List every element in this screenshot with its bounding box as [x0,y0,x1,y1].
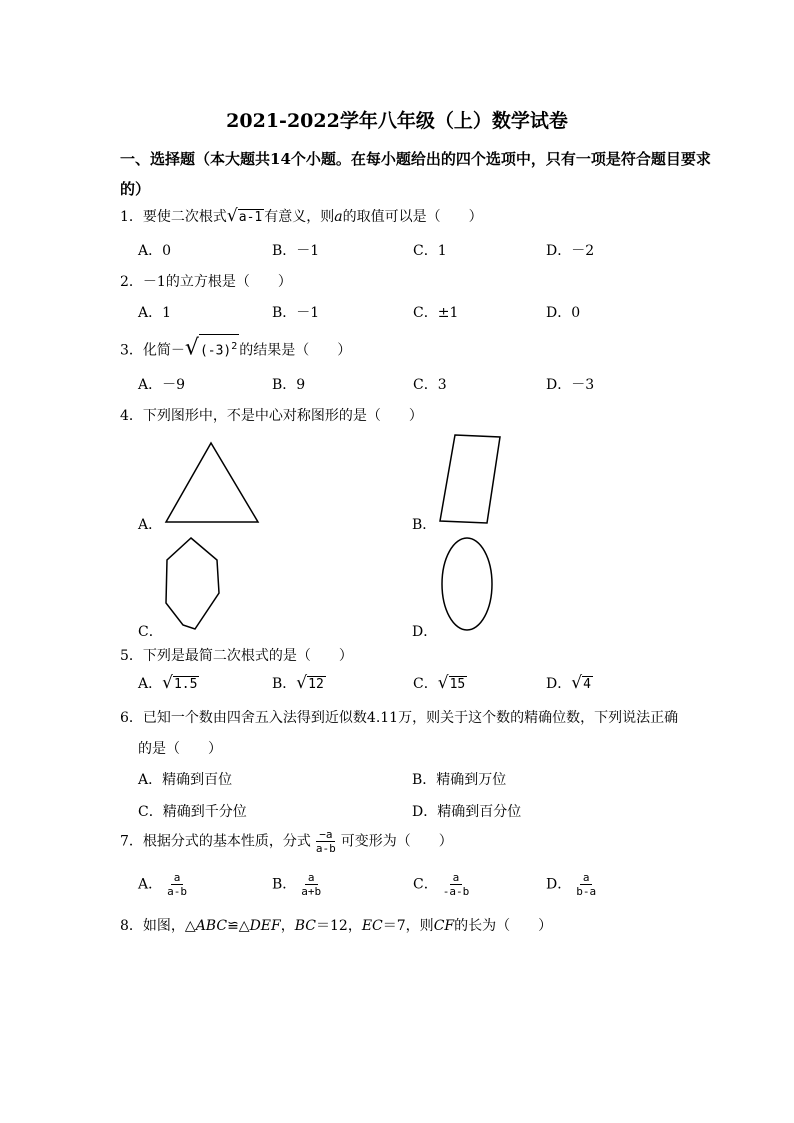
sqrt-expression [571,673,593,693]
question-8 [120,915,552,935]
ellipse-figure [436,533,498,635]
parallelogram-figure [432,430,507,530]
sqrt-expression [227,206,264,226]
q6-option-b: B．精确到万位 [412,772,507,788]
q7-option-a [138,871,192,898]
q3-text-pre: 3．化简－ [120,342,185,359]
sqrt-symbol: √ [226,206,238,226]
sqrt-symbol: √ [184,335,199,361]
q3-option-c: C．3 [413,377,447,393]
sqrt-expression [185,334,239,360]
q7-text-pre: 7．根据分式的基本性质，分式 [120,833,311,850]
q5-option-d [546,673,593,693]
radicand: a-1 [238,210,263,225]
sqrt-expression [162,673,199,693]
segment-bc: BC [294,918,316,934]
q5-option-b [272,673,326,693]
triangle-def: DEF [249,918,281,934]
segment-ec: EC [361,918,383,934]
hexagon-figure [160,533,228,635]
option-label: C． [413,876,438,893]
sqrt-symbol: √ [162,673,173,693]
denominator: -a-b [442,885,470,898]
denominator: b-a [576,885,597,898]
sqrt-expression [296,673,326,693]
ec-value: ＝7，则 [382,918,434,934]
denominator: a+b [301,885,322,898]
question-7 [120,828,453,855]
question-4: 4．下列图形中，不是中心对称图形的是（ ） [120,408,423,424]
fraction [573,871,599,898]
numerator: a [305,871,318,885]
q8-text-pre: 8．如图，△ [120,918,196,934]
radicand: 12 [308,677,324,692]
sqrt-symbol: √ [571,673,583,693]
option-label: A． [138,676,163,692]
question-3 [120,334,351,360]
q3-option-a: A．－9 [138,377,186,393]
q2-option-a: A．1 [138,305,172,321]
page-title: 2021-2022学年八年级（上）数学试卷 [226,110,568,132]
option-label: D． [546,876,572,893]
numerator: a [450,871,463,885]
option-label: D． [546,676,572,692]
radicand: 1.5 [173,677,198,692]
numerator: a [171,871,184,885]
q3-option-b: B．9 [272,377,306,393]
q4-label-a: A． [138,517,163,533]
triangle-figure [160,435,265,530]
question-6: 6．已知一个数由四舍五入法得到近似数4.11万，则关于这个数的精确位数，下列说法正确 [120,710,679,726]
q5-option-a [138,673,199,693]
section-heading: 一、选择题（本大题共14个小题。在每小题给出的四个选项中，只有一项是符合题目要求 [120,150,711,168]
q7-text-post: 可变形为（ ） [340,833,453,850]
comma: ， [280,918,295,934]
question-2: 2．－1的立方根是（ ） [120,274,292,290]
q7-option-b [272,871,326,898]
radicand: 15 [449,677,466,692]
question-5: 5．下列是最简二次根式的是（ ） [120,648,353,664]
congruence-symbol: ≌△ [227,918,250,934]
option-label: B． [272,876,297,893]
q2-option-d: D．0 [546,305,581,321]
q2-option-c: C．±1 [413,305,459,321]
radicand [199,334,239,358]
q6-option-d: D．精确到百分位 [412,804,522,820]
q8-text-post: 的长为（ ） [454,918,553,934]
q1-option-a: A．0 [138,243,172,259]
section-heading-cont: 的） [120,180,151,198]
numerator: −a [316,828,335,842]
segment-cf: CF [433,918,455,934]
q7-option-d [546,871,601,898]
denominator: a-b [315,842,336,855]
fraction [440,871,473,898]
fraction [313,828,339,855]
variable: a [334,209,343,225]
q1-option-c: C．1 [413,243,447,259]
option-label: B． [272,676,297,692]
question-6-cont: 的是（ ） [138,741,222,757]
q2-option-b: B．－1 [272,305,320,321]
q4-label-b: B． [412,517,437,533]
denominator: a-b [167,885,187,898]
q1-option-d: D．－2 [546,243,595,259]
q4-label-d: D． [412,624,438,640]
q3-option-d: D．－3 [546,377,595,393]
radicand-base: (-3) [199,343,232,359]
fraction [298,871,324,898]
q1-text-mid: 有意义，则 [264,209,335,225]
q5-option-c [413,673,467,693]
q4-label-c: C． [138,624,163,640]
q1-text-pre: 1．要使二次根式 [120,209,227,225]
radicand: 4 [583,677,591,692]
exponent: 2 [231,341,238,352]
q7-option-c [413,871,474,898]
q1-option-b: B．－1 [272,243,320,259]
q3-text-post: 的结果是（ ） [239,342,352,359]
bc-value: ＝12， [316,918,362,934]
q6-option-a: A．精确到百位 [138,772,233,788]
option-label: C． [413,676,438,692]
sqrt-symbol: √ [437,673,449,693]
q1-text-post: 的取值可以是（ ） [342,209,483,225]
sqrt-expression [438,673,468,693]
numerator: a [580,871,593,885]
triangle-abc: ABC [195,918,228,934]
question-1 [120,206,483,226]
option-label: A． [138,876,163,893]
sqrt-symbol: √ [296,673,308,693]
q6-option-c: C．精确到千分位 [138,804,247,820]
fraction [164,871,190,898]
